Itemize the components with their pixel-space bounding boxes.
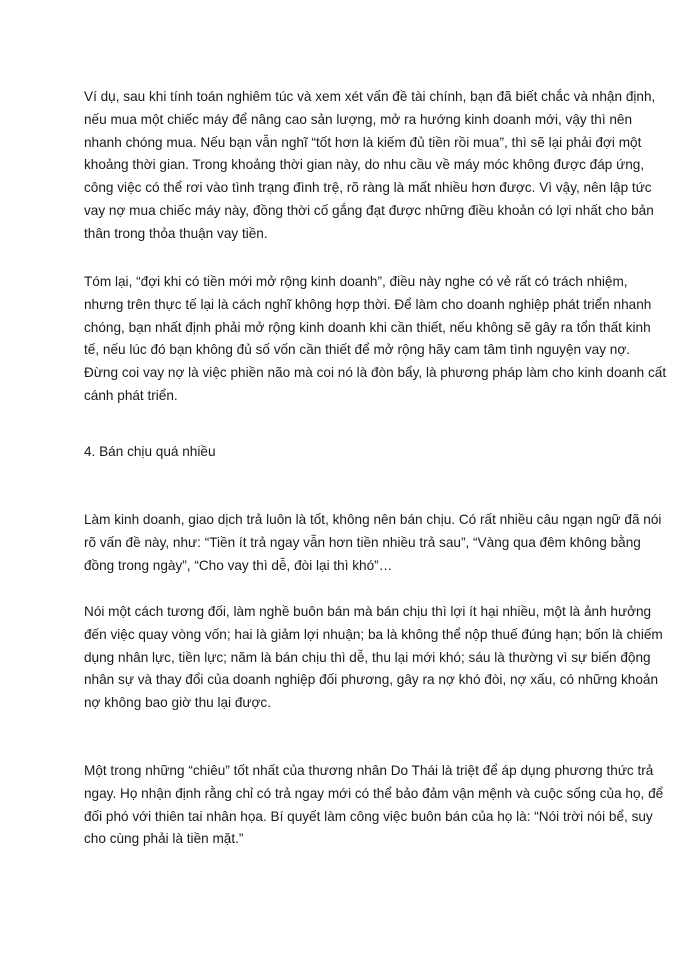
text-line: tế, nếu lúc đó bạn không đủ số vốn cần thiết để mở rộng hãy cam tâm tình nguyện vay nợ.: [84, 342, 631, 358]
paragraph-summary: [84, 271, 666, 408]
text-line: cho cùng phải là tiền mặt.”: [84, 831, 244, 847]
text-line: dụng nhân lực, tiền lực; năm là bán chịu thì dễ, thu lại mới khó; sáu là thường vì sự biến động: [84, 649, 651, 665]
text-line: Nói một cách tương đối, làm nghề buôn bán mà bán chịu thì lợi ít hại nhiều, một là ảnh hưởng: [84, 604, 652, 619]
paragraph-jewish-merchants: [84, 760, 663, 851]
text-line: ngay. Họ nhận định rằng chỉ có trả ngay mới có thể bảo đảm vận mệnh và cuộc sống của họ, để: [84, 785, 664, 801]
text-line: Làm kinh doanh, giao dịch trả luôn là tốt, không nên bán chịu. Có rất nhiều câu ngạn ngữ đã nói: [84, 512, 662, 527]
text-line: thân trong thỏa thuận vay tiền.: [84, 225, 268, 241]
text-line: vay nợ mua chiếc máy này, đồng thời cố gắng đạt được những điều khoản có lợi nhất cho bản: [84, 202, 654, 218]
text-line: đối phó với thiên tai nhân họa. Bí quyết làm công việc buôn bán của họ là: “Nói trời nói bể, suy: [84, 808, 653, 824]
paragraph-loan-example: [84, 86, 655, 246]
text-line: nhưng trên thực tế lại là cách nghĩ không hợp thời. Để làm cho doanh nghiệp phát triển nhanh: [84, 296, 652, 312]
text-line: rõ vấn đề này, như: “Tiền ít trả ngay vẫn hơn tiền nhiều trả sau”, “Vàng qua đêm không bằng: [84, 534, 641, 550]
text-line: Một trong những “chiêu” tốt nhất của thương nhân Do Thái là triệt để áp dụng phương thức trả: [84, 763, 654, 778]
text-line: khoảng thời gian. Trong khoảng thời gian này, do nhu cầu về máy móc không được đáp ứng,: [84, 157, 645, 173]
heading-text: 4. Bán chịu quá nhiều: [84, 444, 216, 459]
text-line: Ví dụ, sau khi tính toán nghiêm túc và xem xét vấn đề tài chính, bạn đã biết chắc và nhận định,: [84, 89, 656, 104]
text-line: cánh phát triển.: [84, 387, 178, 403]
paragraph-cash-trade: [84, 509, 661, 577]
text-line: chóng, bạn nhất định phải mở rộng kinh doanh khi cần thiết, nếu không sẽ gây ra tổn thất kinh: [84, 319, 651, 335]
text-line: nợ không bao giờ thu lại được.: [84, 695, 271, 711]
text-line: đồng trong ngày”, “Cho vay thì dễ, đòi lại thì khó”…: [84, 557, 393, 573]
paragraph-credit-harms: [84, 601, 663, 715]
text-line: công việc có thể rơi vào tình trạng đình trệ, rõ ràng là mất nhiều hơn được. Vì vậy, nên lập tức: [84, 180, 652, 196]
text-line: nhanh chóng mua. Nếu bạn vẫn nghĩ “tốt hơn là kiếm đủ tiền rồi mua”, thì sẽ lại phải đợi một: [84, 134, 642, 150]
section-heading: [84, 441, 216, 464]
text-line: đến việc quay vòng vốn; hai là giảm lợi nhuận; ba là không thể nộp thuế đúng hạn; bốn là chiếm: [84, 626, 663, 642]
text-line: nếu mua một chiếc máy để nâng cao sản lượng, mở ra hướng kinh doanh mới, vậy thì nên: [84, 111, 633, 127]
text-line: nhân sự và thay đổi của doanh nghiệp đối phương, gây ra nợ khó đòi, nợ xấu, có những khoản: [84, 672, 659, 688]
text-line: Tóm lại, “đợi khi có tiền mới mở rộng kinh doanh”, điều này nghe có vẻ rất có trách nhiệm,: [84, 274, 628, 289]
text-line: Đừng coi vay nợ là việc phiền não mà coi nó là đòn bẩy, là phương pháp làm cho kinh doanh cất: [84, 365, 667, 381]
